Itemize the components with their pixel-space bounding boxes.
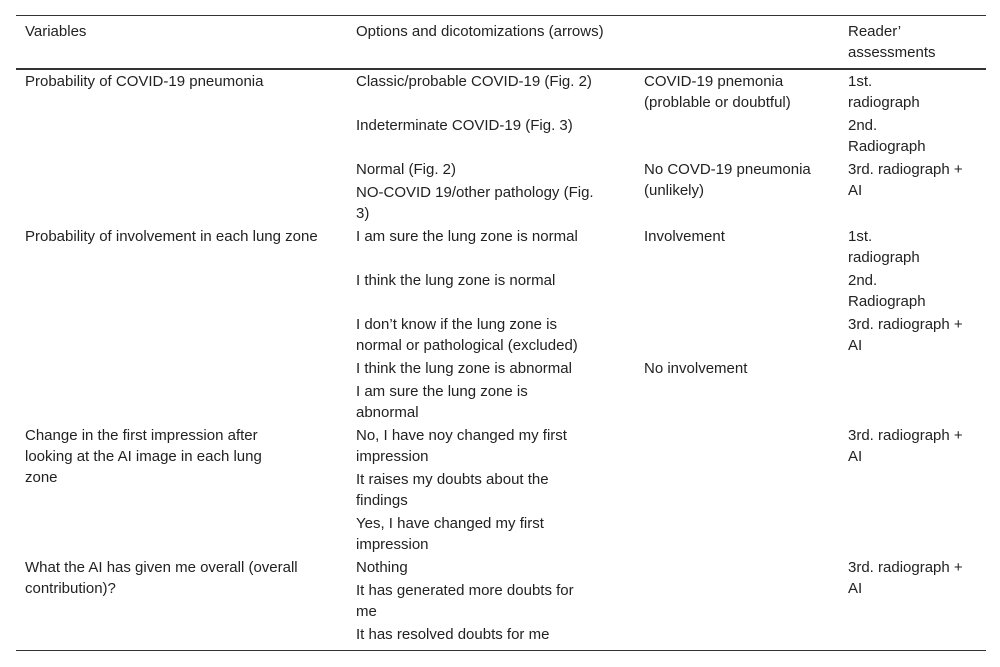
row-1-dichotomy-2: No COVD-19 pneumonia (unlikely) xyxy=(644,161,811,199)
row-1-variable: Probability of COVID-19 pneumonia xyxy=(25,73,264,90)
row-2-option-1: I am sure the lung zone is normal xyxy=(356,228,578,245)
row-1-assessment-1: 1st. radiograph xyxy=(848,73,920,111)
row-3-option-1: No, I have noy changed my first impression xyxy=(356,427,567,465)
row-2-assessment-3: 3rd. radiograph + AI xyxy=(848,316,963,354)
row-1-option-1: Classic/probable COVID-19 (Fig. 2) xyxy=(356,73,592,90)
row-1-dichotomy-1: COVID-19 pnemonia (problable or doubtful) xyxy=(644,73,791,111)
row-2-dichotomy-2: No involvement xyxy=(644,360,748,377)
row-4-option-1: Nothing xyxy=(356,559,408,576)
row-2-assessment-1: 1st. radiograph xyxy=(848,228,920,266)
row-2-dichotomy-1: Involvement xyxy=(644,228,725,245)
row-3-option-3: Yes, I have changed my first impression xyxy=(356,515,544,553)
study-variables-table xyxy=(16,0,986,667)
header-variables: Variables xyxy=(25,23,87,40)
row-1-assessment-2: 2nd. Radiograph xyxy=(848,117,926,155)
row-2-assessment-2: 2nd. Radiograph xyxy=(848,272,926,310)
row-1-assessment-3: 3rd. radiograph + AI xyxy=(848,161,963,199)
row-2-option-5: I am sure the lung zone is abnormal xyxy=(356,383,528,421)
row-2-option-3: I don’t know if the lung zone is normal or pathological (excluded) xyxy=(356,316,578,354)
header-options: Options and dicotomizations (arrows) xyxy=(356,23,604,40)
table-header-rule xyxy=(16,68,986,70)
row-2-variable: Probability of involvement in each lung zone xyxy=(25,228,318,245)
row-3-variable: Change in the first impression after looking at the AI image in each lung zone xyxy=(25,427,262,486)
header-reader-assessments: Reader’ assessments xyxy=(848,23,936,61)
row-4-option-2: It has generated more doubts for me xyxy=(356,582,574,620)
row-3-option-2: It raises my doubts about the findings xyxy=(356,471,549,509)
row-1-option-3: Normal (Fig. 2) xyxy=(356,161,457,178)
row-4-assessment-1: 3rd. radiograph + AI xyxy=(848,559,963,597)
row-1-option-2: Indeterminate COVID-19 (Fig. 3) xyxy=(356,117,573,134)
row-2-option-2: I think the lung zone is normal xyxy=(356,272,556,289)
table-top-rule xyxy=(16,15,986,16)
row-4-option-3: It has resolved doubts for me xyxy=(356,626,550,643)
row-1-option-4: NO-COVID 19/other pathology (Fig. 3) xyxy=(356,184,594,222)
row-3-assessment-1: 3rd. radiograph + AI xyxy=(848,427,963,465)
row-2-option-4: I think the lung zone is abnormal xyxy=(356,360,572,377)
row-4-variable: What the AI has given me overall (overall contribution)? xyxy=(25,559,298,597)
table-bottom-rule xyxy=(16,650,986,651)
